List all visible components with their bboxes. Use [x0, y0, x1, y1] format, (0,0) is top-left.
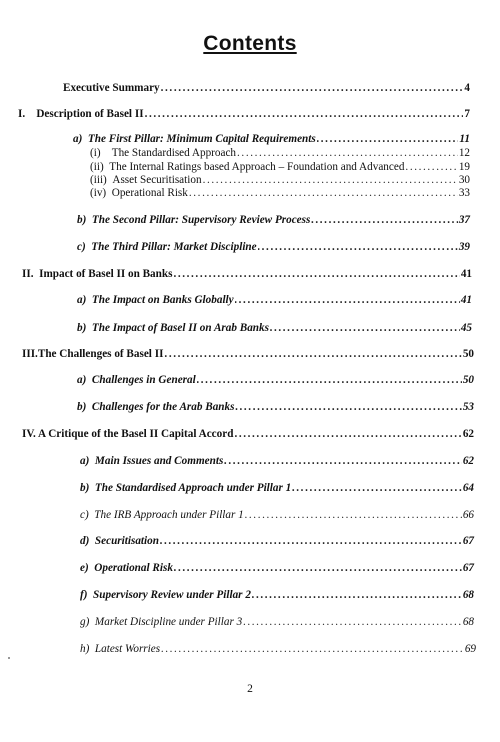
toc-leader-dots [317, 133, 459, 146]
toc-entry-label: e) Operational Risk [80, 562, 173, 574]
toc-leader-dots [173, 268, 459, 281]
toc-entry-critique-basel-ii [22, 428, 474, 441]
toc-entry-page: 67 [462, 535, 474, 547]
toc-entry-challenges-basel-ii [22, 348, 474, 361]
toc-entry-irb-pillar1 [80, 509, 474, 522]
scan-speck [8, 657, 10, 659]
toc-entry-challenges-general [77, 374, 474, 387]
toc-entry-page: 64 [462, 482, 474, 494]
toc-entry-label: II. Impact of Basel II on Banks [22, 268, 173, 280]
toc-leader-dots [235, 294, 460, 307]
toc-leader-dots [292, 482, 462, 495]
toc-entry-label: c) The IRB Approach under Pillar 1 [80, 509, 244, 521]
toc-entry-page: 41 [460, 268, 472, 280]
toc-entry-page: 37 [458, 214, 470, 226]
toc-entry-market-discipline-pillar3 [80, 616, 474, 629]
toc-entry-label: g) Market Discipline under Pillar 3 [80, 616, 243, 628]
toc-entry-page: 62 [462, 455, 474, 467]
toc-entry-page: 66 [462, 509, 474, 521]
toc-leader-dots [224, 455, 462, 468]
toc-leader-dots [174, 562, 462, 575]
toc-entry-standardised-approach [90, 147, 470, 160]
toc-entry-impact-basel-ii [22, 268, 472, 281]
toc-leader-dots [252, 589, 462, 602]
toc-entry-label: (i) The Standardised Approach [90, 147, 237, 159]
toc-leader-dots [245, 509, 462, 522]
toc-entry-impact-globally [77, 294, 472, 307]
toc-entry-first-pillar [73, 133, 470, 146]
toc-entry-label: a) The First Pillar: Minimum Capital Requirements [73, 133, 316, 145]
toc-leader-dots [243, 616, 462, 629]
toc-entry-page: 68 [462, 616, 474, 628]
toc-entry-page: 50 [462, 374, 474, 386]
toc-entry-page: 4 [464, 82, 470, 94]
toc-leader-dots [237, 147, 458, 160]
toc-leader-dots [311, 214, 457, 227]
toc-entry-page: 50 [462, 348, 474, 360]
toc-entry-irb-approach [90, 161, 470, 174]
toc-entry-label: (iii) Asset Securitisation [90, 174, 202, 186]
toc-entry-supervisory-review-pillar2 [80, 589, 474, 602]
toc-entry-third-pillar [77, 241, 470, 254]
toc-entry-page: 45 [460, 322, 472, 334]
toc-entry-label: Executive Summary [63, 82, 160, 94]
toc-leader-dots [203, 174, 458, 187]
toc-entry-label: c) The Third Pillar: Market Discipline [77, 241, 257, 253]
toc-entry-page: 30 [458, 174, 470, 186]
toc-entry-label: b) The Standardised Approach under Pillar 1 [80, 482, 292, 494]
toc-entry-latest-worries [80, 643, 476, 656]
toc-entry-second-pillar [77, 214, 470, 227]
page-number: 2 [247, 683, 253, 695]
toc-entry-standardised-pillar1 [80, 482, 474, 495]
toc-entry-page: 7 [464, 108, 470, 120]
toc-entry-label: d) Securitisation [80, 535, 159, 547]
toc-leader-dots [405, 161, 457, 174]
toc-entry-page: 19 [458, 161, 470, 173]
toc-leader-dots [161, 82, 464, 95]
toc-entry-description-basel-ii [18, 108, 470, 121]
toc-entry-label: a) The Impact on Banks Globally [77, 294, 234, 306]
toc-entry-label: III.The Challenges of Basel II [22, 348, 164, 360]
toc-entry-label: (ii) The Internal Ratings based Approach – Foundation and Advanced [90, 161, 405, 173]
toc-entry-label: b) Challenges for the Arab Banks [77, 401, 235, 413]
toc-leader-dots [197, 374, 462, 387]
toc-entry-operational-risk-iv [90, 187, 470, 200]
toc-leader-dots [258, 241, 458, 254]
toc-entry-label: a) Challenges in General [77, 374, 196, 386]
toc-entry-page: 12 [458, 147, 470, 159]
toc-entry-label: (iv) Operational Risk [90, 187, 188, 199]
toc-entry-executive-summary [63, 82, 470, 95]
toc-entry-page: 67 [462, 562, 474, 574]
toc-entry-page: 11 [459, 133, 470, 145]
toc-entry-label: I. Description of Basel II [18, 108, 144, 120]
toc-entry-label: h) Latest Worries [80, 643, 161, 655]
toc-entry-page: 68 [462, 589, 474, 601]
toc-entry-securitisation [80, 535, 474, 548]
toc-entry-operational-risk [80, 562, 474, 575]
toc-leader-dots [270, 322, 460, 335]
toc-entry-label: IV. A Critique of the Basel II Capital Accord [22, 428, 234, 440]
toc-entry-main-issues [80, 455, 474, 468]
toc-entry-label: f) Supervisory Review under Pillar 2 [80, 589, 251, 601]
toc-entry-label: b) The Impact of Basel II on Arab Banks [77, 322, 269, 334]
toc-entry-page: 41 [460, 294, 472, 306]
toc-leader-dots [161, 643, 464, 656]
toc-entry-page: 62 [462, 428, 474, 440]
toc-entry-label: b) The Second Pillar: Supervisory Review Process [77, 214, 311, 226]
toc-leader-dots [145, 108, 464, 121]
toc-entry-label: a) Main Issues and Comments [80, 455, 224, 467]
toc-entry-page: 69 [464, 643, 476, 655]
toc-leader-dots [234, 428, 461, 441]
toc-entry-page: 53 [462, 401, 474, 413]
toc-leader-dots [160, 535, 462, 548]
toc-entry-asset-securitisation [90, 174, 470, 187]
toc-entry-page: 39 [458, 241, 470, 253]
toc-leader-dots [189, 187, 458, 200]
toc-entry-impact-arab-banks [77, 322, 472, 335]
contents-title: Contents [203, 32, 297, 55]
toc-entry-page: 33 [458, 187, 470, 199]
toc-leader-dots [235, 401, 461, 414]
toc-leader-dots [164, 348, 461, 361]
toc-entry-challenges-arab-banks [77, 401, 474, 414]
